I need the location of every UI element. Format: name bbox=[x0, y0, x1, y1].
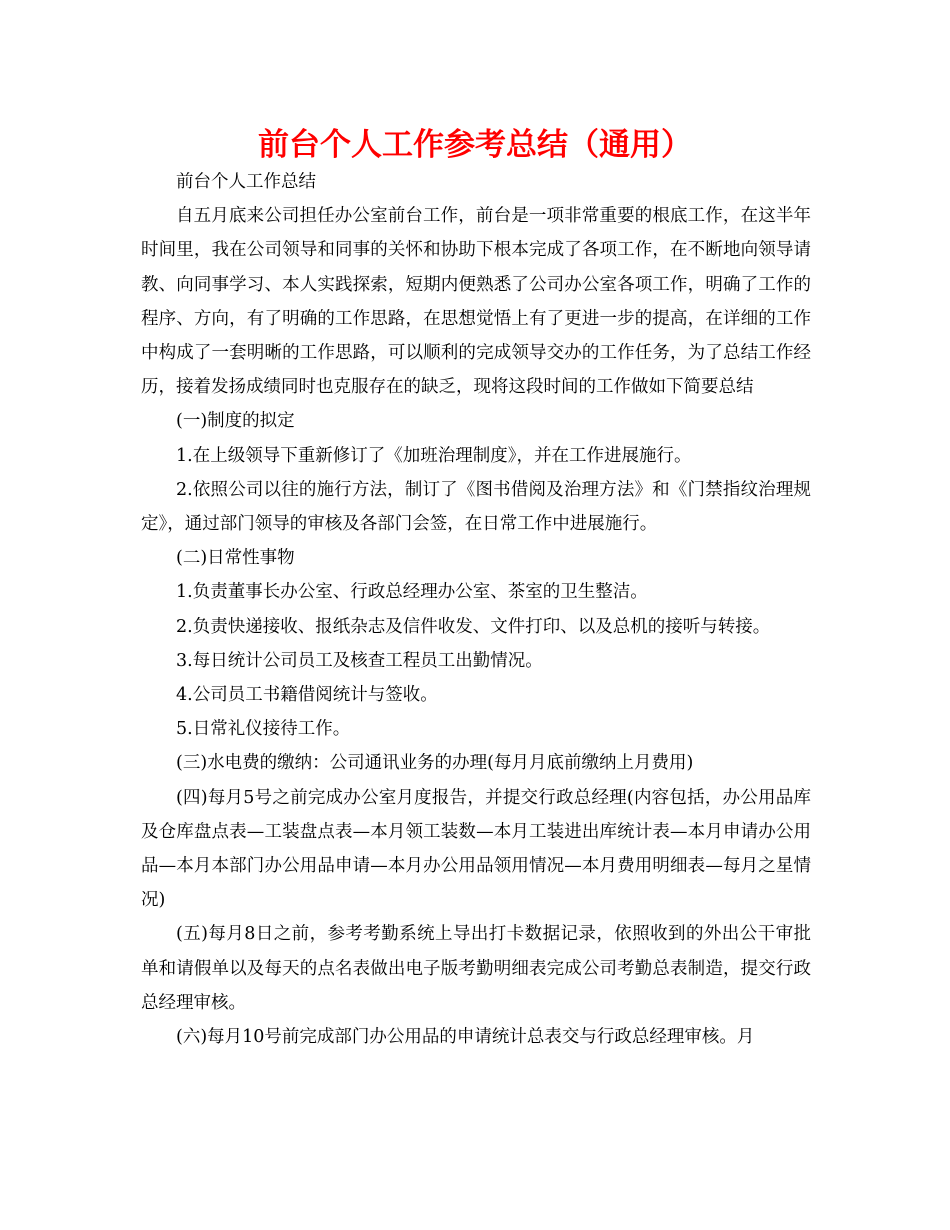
list-item: 1.负责董事长办公室、行政总经理办公室、茶室的卫生整洁。 bbox=[176, 582, 648, 603]
section-heading: (三)水电费的缴纳：公司通讯业务的办理(每月月底前缴纳上月费用) bbox=[176, 753, 694, 774]
list-item: 2.依照公司以往的施行方法，制订了《图书借阅及治理方法》和《门禁指纹治理规定》，通过部门领导的审核及各部门会签，在日常工作中进展施行。 bbox=[141, 479, 811, 535]
section-paragraph: (六)每月10号前完成部门办公用品的申请统计总表交与行政总经理审核。月 bbox=[176, 1027, 755, 1048]
list-item: 5.日常礼仪接待工作。 bbox=[176, 719, 351, 740]
list-item: 2.负责快递接收、报纸杂志及信件收发、文件打印、以及总机的接听与转接。 bbox=[176, 616, 771, 637]
section-paragraph: (四)每月5号之前完成办公室月度报告，并提交行政总经理(内容包括，办公用品库及仓库盘点表—工装盘点表—本月领工装数—本月工装进出库统计表—本月申请办公用品—本月本部门办公用品申请—本月办公用品领用情况—本月费用明细表—每月之星情况) bbox=[141, 787, 811, 911]
document-title: 前台个人工作参考总结（通用） bbox=[258, 127, 692, 163]
list-item: 4.公司员工书籍借阅统计与签收。 bbox=[176, 685, 438, 706]
subtitle-paragraph: 前台个人工作总结 bbox=[176, 172, 316, 192]
list-item: 3.每日统计公司员工及核查工程员工出勤情况。 bbox=[176, 650, 543, 671]
section-heading: (一)制度的拟定 bbox=[176, 411, 295, 432]
intro-paragraph: 自五月底来公司担任办公室前台工作，前台是一项非常重要的根底工作，在这半年时间里，我在公司领导和同事的关怀和协助下根本完成了各项工作，在不断地向领导请教、向同事学习、本人实践探索，短期内便熟悉了公司办公室各项工作，明确了工作的程序、方向，有了明确的工作思路，在思想觉悟上有了更进一步的提高，在详细的工作中构成了一套明晰的工作思路，可以顺利的完成领导交办的工作任务，为了总结工作经历，接着发扬成绩同时也克服存在的缺乏，现将这段时间的工作做如下简要总结 bbox=[141, 206, 811, 398]
list-item: 1.在上级领导下重新修订了《加班治理制度》，并在工作进展施行。 bbox=[176, 445, 692, 466]
section-heading: (二)日常性事物 bbox=[176, 548, 295, 569]
section-paragraph: (五)每月8日之前，参考考勤系统上导出打卡数据记录，依照收到的外出公干审批单和请假单以及每天的点名表做出电子版考勤明细表完成公司考勤总表制造，提交行政总经理审核。 bbox=[141, 924, 811, 1013]
document-body bbox=[141, 165, 811, 1054]
